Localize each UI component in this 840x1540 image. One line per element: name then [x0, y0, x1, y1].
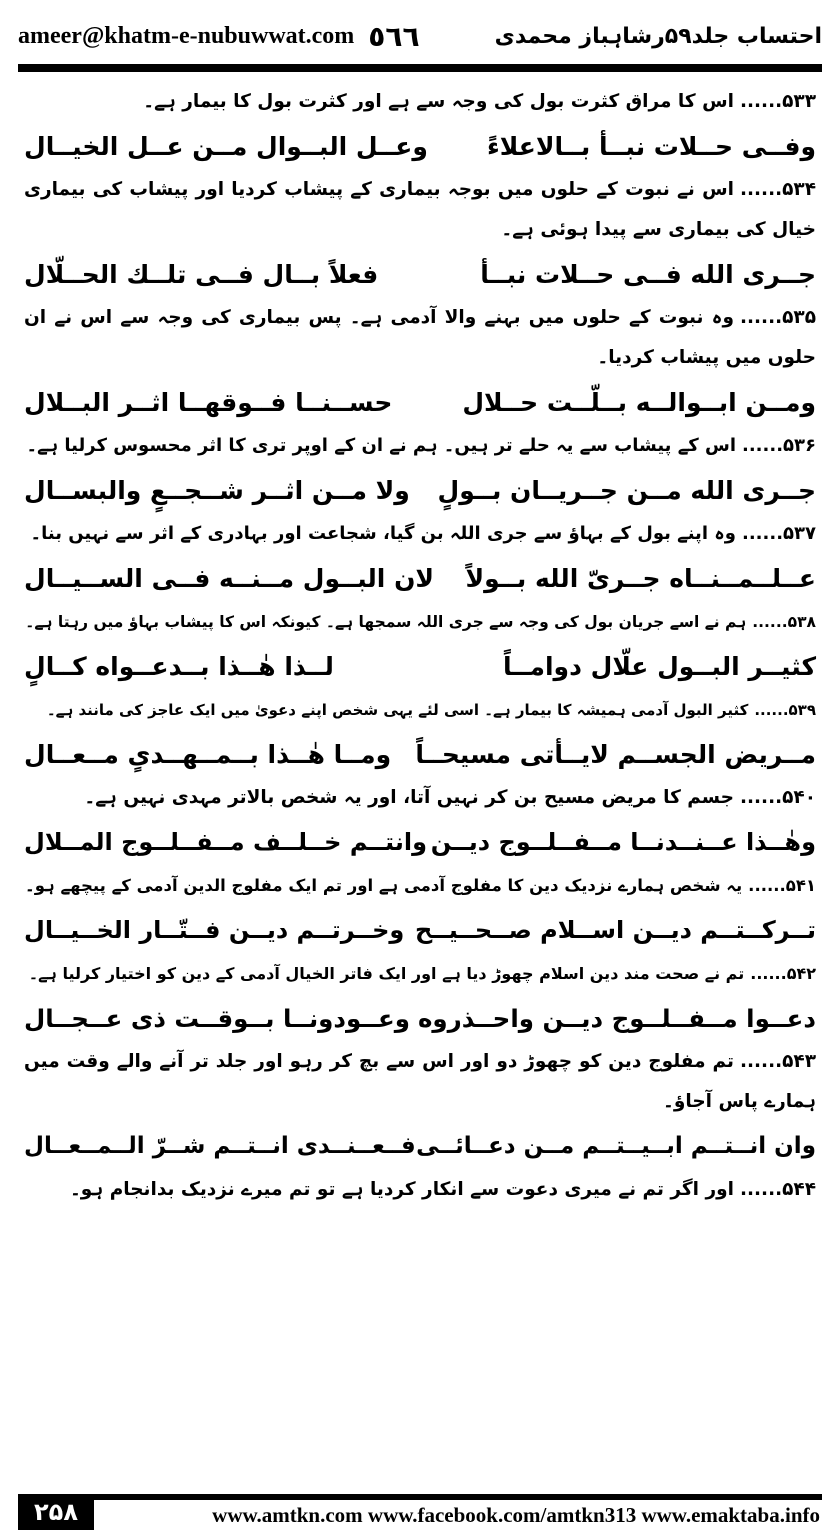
verse-line [24, 906, 816, 954]
verse-first-hemistich: عــلــمــنــاه جــرىّ الله بــولاً [465, 563, 816, 593]
translation-text: جسم کا مریض مسیح بن کر نہیں آتا، اور یہ شخص بالاتر مہدی نہیں ہے۔ [84, 787, 734, 808]
verse-second-hemistich: لان البــول مــنــه فــى الســيــال [24, 563, 435, 593]
verse-second-hemistich: وعــل البــوال مــن عــل الخيــال [24, 131, 428, 161]
translation-paragraph [24, 866, 816, 906]
verse-line [24, 466, 816, 514]
verse-first-hemistich: تــركــتــم ديــن اســلام صــحــيــح [415, 916, 816, 944]
translation-text: ہم نے اسے جریان بول کی وجہ سے جری اللہ سمجھا ہے۔ کیونکہ اس کا پیشاب بہاؤ میں رہتا ہے۔ [25, 613, 747, 631]
translation-text: تم نے صحت مند دین اسلام چھوڑ دیا ہے اور ایک فاتر الخیال آدمی کے دین کو اختیار کرلیا ہے۔ [28, 964, 745, 983]
verse-line [24, 122, 816, 170]
verse-second-hemistich: ومــا هٰــذا بــمــهــدىٍ مــعــال [24, 739, 392, 769]
header-page-number: ٥٦٦ [368, 19, 420, 53]
header-email: ameer@khatm-e-nubuwwat.com [18, 22, 355, 49]
translation-paragraph [24, 778, 816, 818]
footer-urls: www.amtkn.com www.facebook.com/amtkn313 www.emaktaba.info [212, 1502, 820, 1527]
translation-paragraph [24, 514, 816, 554]
footer-page-number: ۲۵۸ [18, 1494, 94, 1530]
verse-first-hemistich: وهٰــذا عــنــدنــا مــفــلــوج ديــن [430, 828, 816, 856]
verse-line [24, 730, 816, 778]
verse-first-hemistich: وان انــتــم ابــيــتــم مــن دعــائــى [416, 1133, 816, 1159]
verse-number: ۵۴۰...... [739, 787, 816, 808]
translation-paragraph [24, 170, 816, 250]
verse-line [24, 554, 816, 602]
translation-text: وہ اپنے بول کے بہاؤ سے جری اللہ بن گیا، شجاعت اور بہادری کے اثر سے نہیں بنا۔ [30, 523, 736, 544]
header-rule [18, 64, 822, 72]
translation-text: اور اگر تم نے میری دعوت سے انکار کردیا ہے تو تم میرے نزدیک بدانجام ہو۔ [69, 1179, 734, 1200]
verse-second-hemistich: فعلاً بــال فــى تلــك الحــلّال [24, 259, 379, 289]
verse-line [24, 378, 816, 426]
verse-number: ۵۳۷...... [742, 523, 816, 544]
translation-paragraph [24, 82, 816, 122]
verse-number: ۵۴۲...... [750, 964, 816, 983]
verse-first-hemistich: ومــن ابــوالــه بــلّــت حــلال [462, 387, 816, 417]
verse-number: ۵۳۶...... [742, 435, 816, 456]
verse-number: ۵۳۸...... [752, 613, 816, 631]
translation-paragraph [24, 298, 816, 378]
translation-text: اس کے پیشاب سے یہ حلے تر ہیں۔ ہم نے ان کے اوپر تری کا اثر محسوس کرلیا ہے۔ [26, 435, 736, 456]
verse-second-hemistich: وانتــم خــلــف مــفــلــوج المــلال [24, 828, 428, 856]
translation-paragraph [24, 954, 816, 994]
verse-first-hemistich: مــريض الجســم لايــأتى مسيحــاً [415, 739, 816, 769]
verse-first-hemistich: جــرى الله مــن جــريــان بــولٍ [437, 475, 816, 505]
verse-number: ۵۴۴...... [739, 1179, 816, 1200]
translation-paragraph [24, 1042, 816, 1122]
verse-second-hemistich: وخــرتــم ديــن فــتّــار الخــيــال [24, 916, 405, 944]
footer-right [94, 1494, 822, 1530]
verse-line [24, 994, 816, 1042]
verse-number: ۵۳۹...... [754, 701, 816, 719]
verse-second-hemistich: ولا مــن اثــر شــجــعٍ والبســال [24, 475, 410, 505]
translation-text: تم مفلوج دین کو چھوڑ دو اور اس سے بچ کر رہو اور جلد تر آنے والے وقت میں ہمارے پاس آجاؤ۔ [24, 1051, 816, 1112]
page-header [18, 10, 822, 62]
translation-text: کثیر البول آدمی ہمیشہ کا بیمار ہے۔ اسی لئے یہی شخص اپنے دعویٰ میں ایک عاجز کی مانند ہے۔ [46, 701, 749, 719]
verse-number: ۵۳۵...... [739, 307, 816, 328]
verse-first-hemistich: كثيــر البــول علّال دوامــاً [503, 651, 816, 681]
translation-text: اس نے نبوت کے حلوں میں بوجہ بیماری کے پیشاب کردیا اور پیشاب کی بیماری خیال کی بیماری سے پیدا ہوئی ہے۔ [24, 179, 816, 240]
page-footer [18, 1494, 822, 1530]
verse-second-hemistich: لــذا هٰــذا بــدعــواه كــالٍ [24, 651, 334, 681]
translation-text: وہ نبوت کے حلوں میں بہنے والا آدمی ہے۔ پس بیماری کی وجہ سے اس نے ان حلوں میں پیشاب کردیا۔ [24, 307, 816, 368]
verse-first-hemistich: دعــوا مــفــلــوج ديــن واحــذروه [417, 1003, 816, 1033]
translation-paragraph [24, 690, 816, 730]
header-title: احتساب جلد۵۹رشاہباز محمدی [494, 23, 822, 49]
translation-text: یہ شخص ہمارے نزدیک دین کا مفلوج آدمی ہے اور تم ایک مفلوج الدین آدمی کے پیچھے ہو۔ [25, 876, 743, 895]
verse-line [24, 818, 816, 866]
translation-paragraph [24, 426, 816, 466]
verse-second-hemistich: حســنــا فــوقهــا اثــر البــلال [24, 387, 393, 417]
verse-first-hemistich: وفــی حــلات نبــأ بــالاعلاءً [486, 131, 816, 161]
verse-number: ۵۳۳...... [739, 91, 816, 112]
verse-second-hemistich: وعــودونــا بــوقــت ذى عــجــال [24, 1003, 411, 1033]
page-content [24, 82, 816, 1210]
verse-line [24, 1122, 816, 1170]
verse-number: ۵۳۴...... [739, 179, 816, 200]
verse-line [24, 250, 816, 298]
verse-first-hemistich: جــرى الله فــى حــلات نبــأ [480, 259, 816, 289]
verse-number: ۵۴۱...... [748, 876, 816, 895]
verse-second-hemistich: فــعــنــدى انــتــم شــرّ الــمــعــال [24, 1133, 416, 1159]
translation-text: اس کا مراق کثرت بول کی وجہ سے ہے اور کثرت بول کا بیمار ہے۔ [143, 91, 734, 112]
translation-paragraph [24, 602, 816, 642]
translation-paragraph [24, 1170, 816, 1210]
verse-number: ۵۴۳...... [739, 1051, 816, 1072]
header-left [18, 20, 420, 53]
verse-line [24, 642, 816, 690]
